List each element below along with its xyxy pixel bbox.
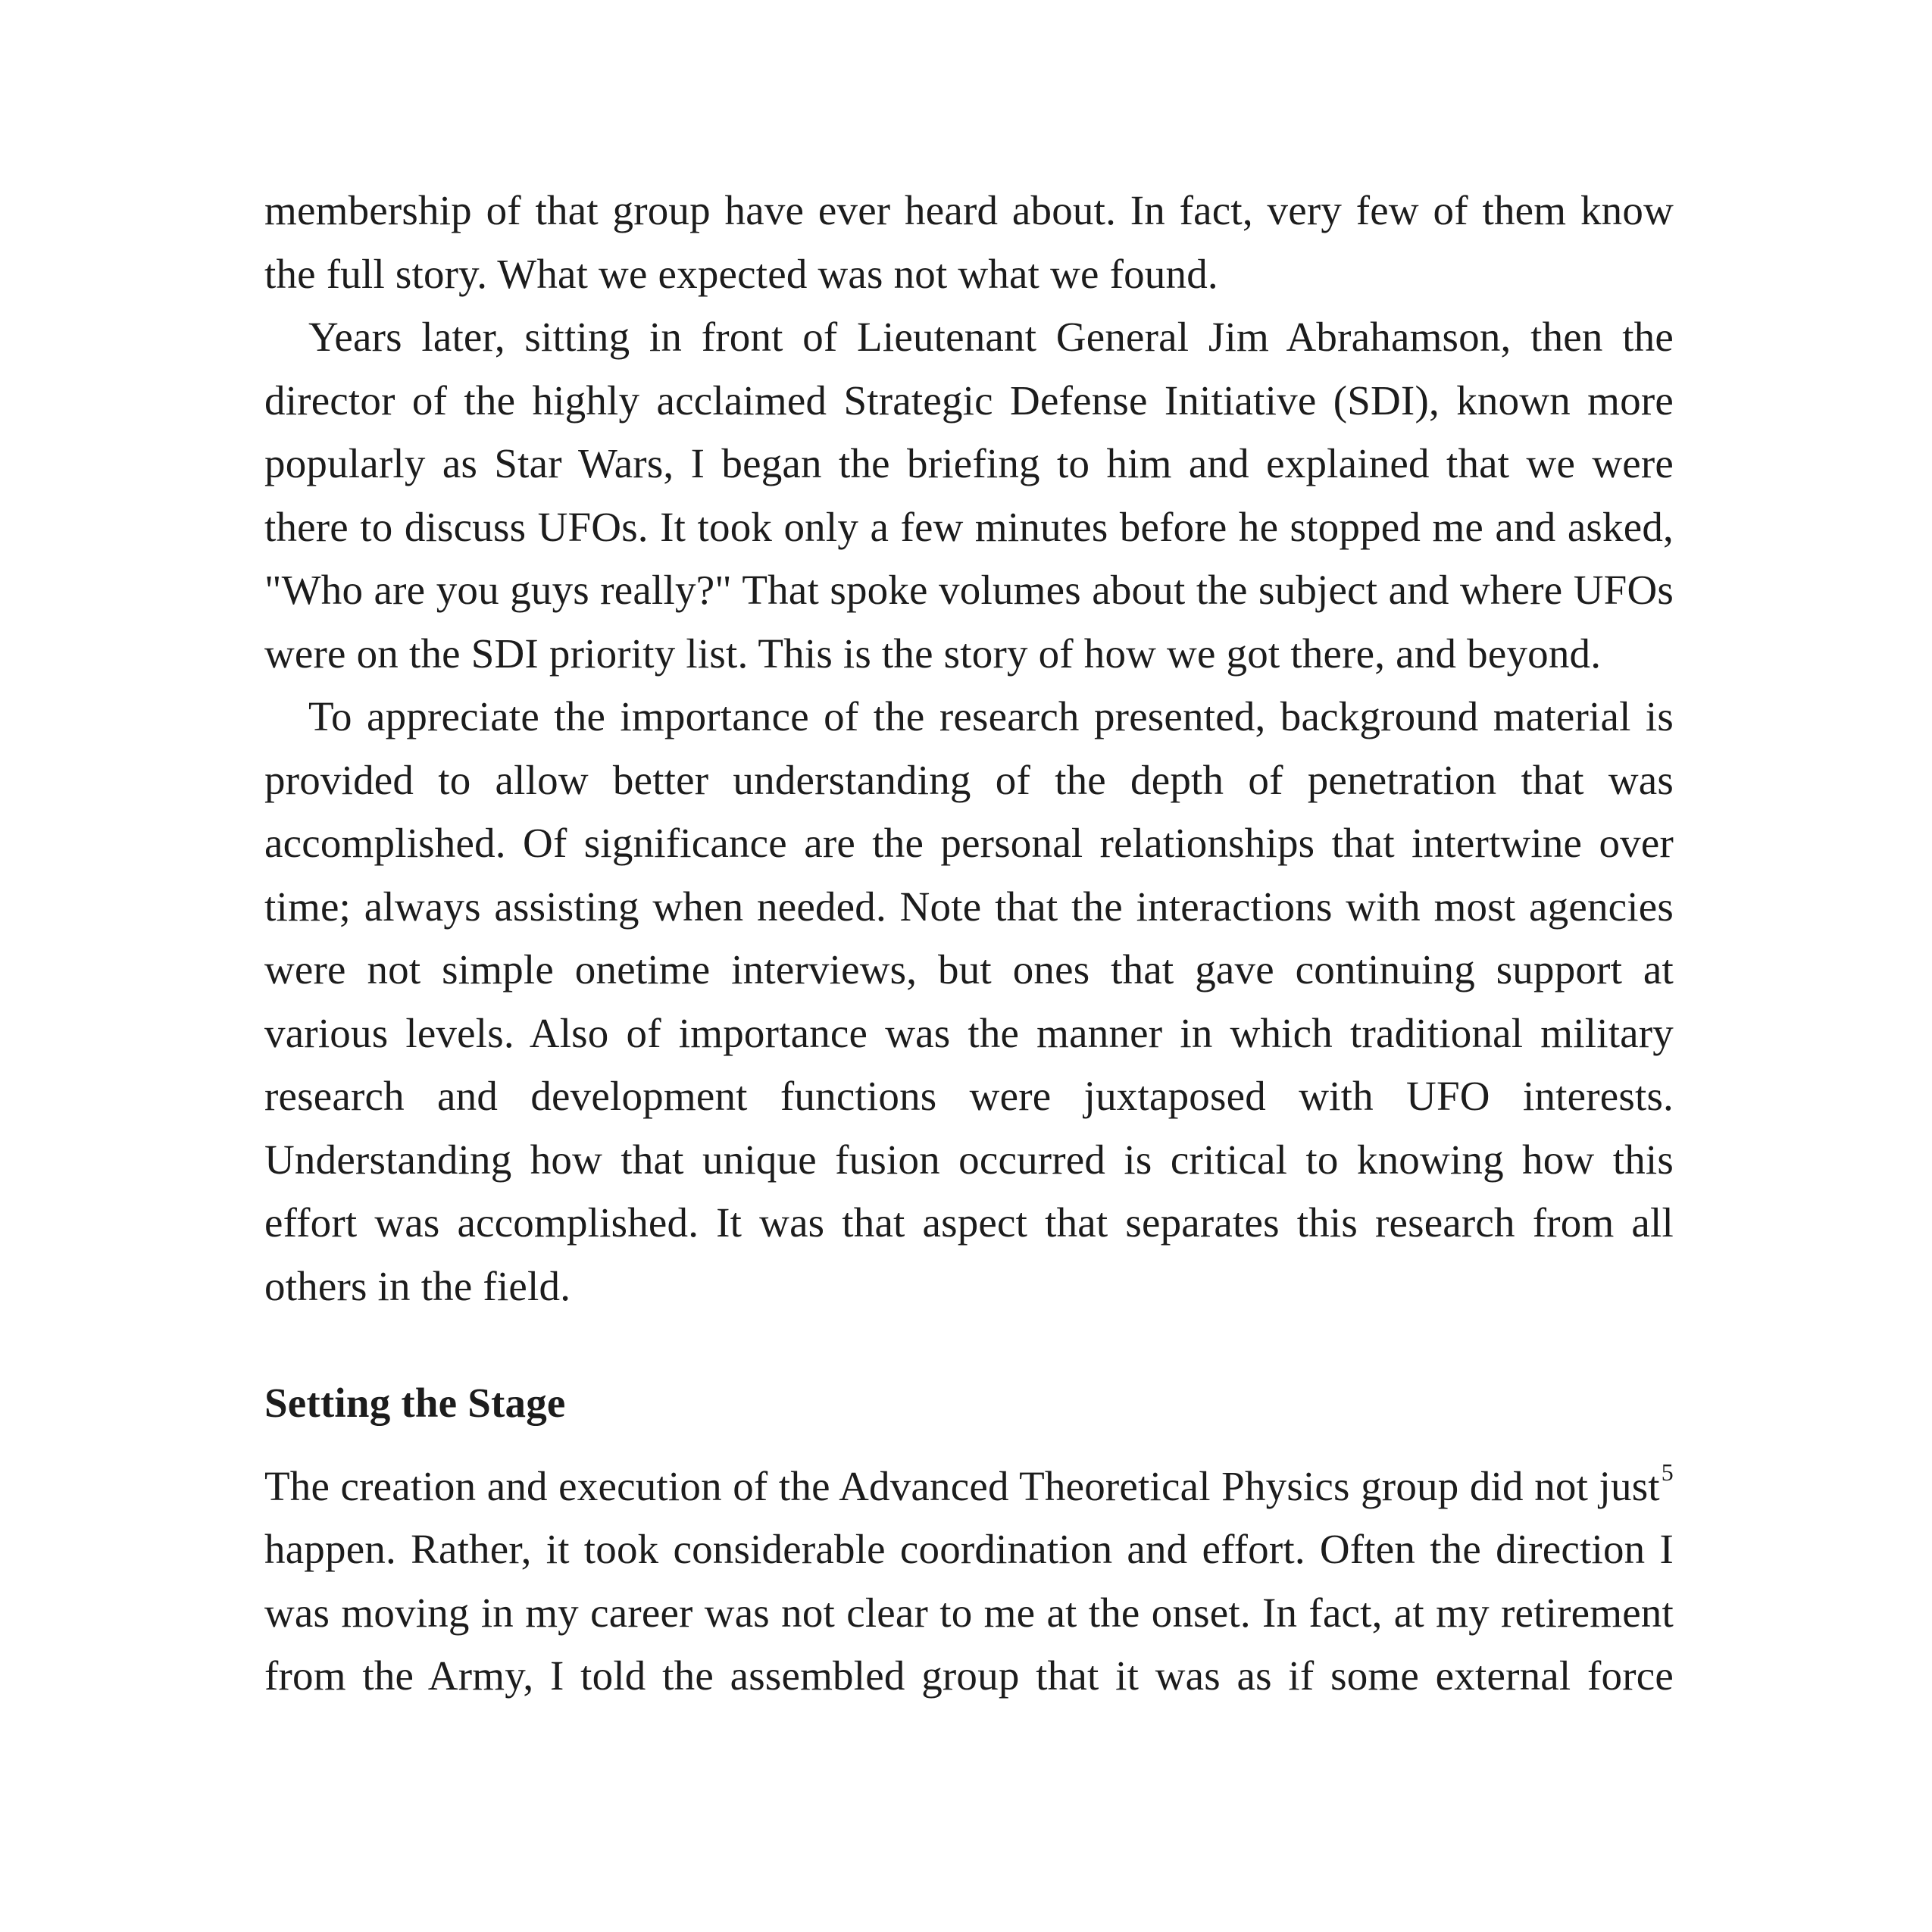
document-page (264, 179, 1674, 1708)
section-heading: Setting the Stage (264, 1380, 566, 1426)
paragraph-4-end: happen. Rather, it took considerable coordination and effort. Often the direction I was moving in my career was not clear to me at the onset. In fact, at my retirement from the Army, I told the assembled group that it was as if some external force (264, 1526, 1674, 1699)
paragraph-3: To appreciate the importance of the research presented, background material is provided to allow better understanding of the depth of penetration that was accomplished. Of significance are the personal relationships that intertwine over time; always assisting when needed. Note that the interactions with most agencies were not simple onetime interviews, but ones that gave continuing support at various levels. Also of importance was the manner in which traditional military research and development functions were juxtaposed with UFO interests. Understanding how that unique fusion occurred is critical to knowing how this effort was accomplished. It was that aspect that separates this research from all others in the field. (264, 693, 1674, 1309)
footnote-reference[interactable]: 5 (1661, 1458, 1674, 1486)
paragraph-4 (264, 1455, 1674, 1708)
paragraph-4-start: The creation and execution of the Advanced Theoretical Physics group did not just (264, 1462, 1660, 1509)
paragraph-1: membership of that group have ever heard about. In fact, very few of them know the full story. What we expected was not what we found. (264, 187, 1674, 297)
paragraph-2: Years later, sitting in front of Lieutenant General Jim Abrahamson, then the director of the highly acclaimed Strategic Defense Initiative (SDI), known more popularly as Star Wars, I began the briefing to him and explained that we were there to discuss UFOs. It took only a few minutes before he stopped me and asked, "Who are you guys really?" That spoke volumes about the subject and where UFOs were on the SDI priority list. This is the story of how we got there, and beyond. (264, 314, 1674, 677)
